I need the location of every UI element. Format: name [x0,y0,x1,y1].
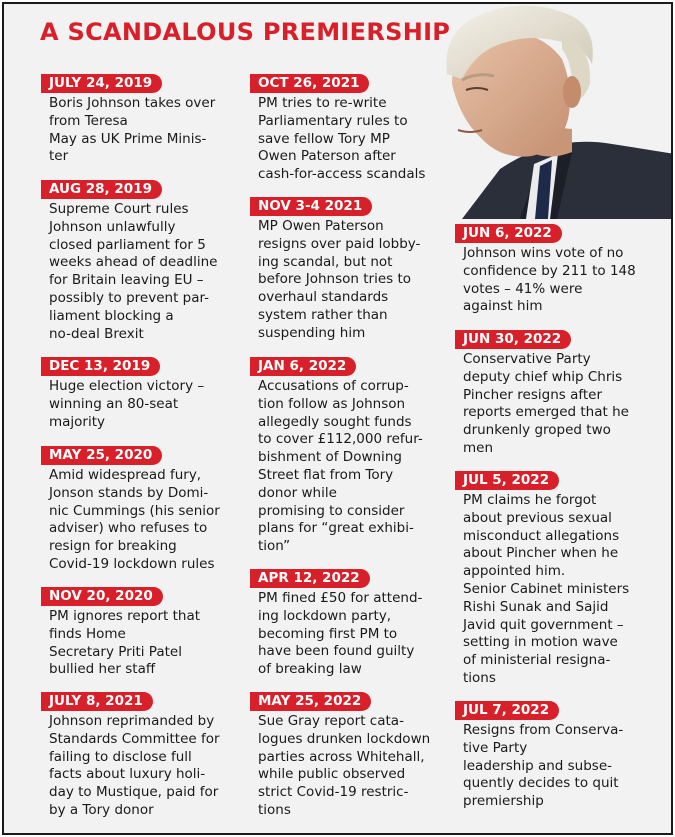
infographic-frame [2,2,673,835]
timeline-entry [455,701,623,811]
timeline-entry [250,74,425,184]
timeline-entry [455,330,629,458]
timeline-entry [250,197,420,343]
entry-date: APR 12, 2022 [250,569,370,588]
entry-text: PM claims he forgot about previous sexual misconduct allegations about Pincher when he appointed him. Senior Cabinet ministers Rishi Sunak and Sajid Javid quit government – setting in motion wave of ministerial resigna- tions [463,492,630,686]
entry-date: JUL 7, 2022 [455,701,559,720]
entry-text: Conservative Party deputy chief whip Chris Pincher resigns after reports emerged that he drunkenly groped two men [463,351,629,456]
entry-text: Sue Gray report cata- logues drunken lockdown parties across Whitehall, while public observed strict Covid-19 restric- tions [258,713,431,818]
entry-date: JUL 5, 2022 [455,471,559,490]
timeline-entry [250,692,430,820]
timeline-entry [455,471,629,688]
page-title: A SCANDALOUS PREMIERSHIP [40,18,451,46]
timeline-entry [41,446,220,574]
entry-date: OCT 26, 2021 [250,74,369,93]
timeline-entry [41,74,215,166]
entry-date: JUN 6, 2022 [455,224,562,243]
entry-text: Supreme Court rules Johnson unlawfully closed parliament for 5 weeks ahead of deadline for Britain leaving EU – possibly to prevent par- liament blocking a no-deal Brexit [49,201,218,342]
entry-date: NOV 20, 2020 [41,587,163,606]
entry-text: Johnson reprimanded by Standards Committee for failing to disclose full facts about luxury holi- day to Mustique, paid for by a Tory donor [49,713,220,818]
timeline-entry [41,357,204,431]
timeline-entry [250,357,423,556]
entry-date: JAN 6, 2022 [250,357,356,376]
entry-text: Huge election victory – winning an 80-seat majority [49,378,205,430]
entry-date: AUG 28, 2019 [41,180,162,199]
entry-text: Amid widespread fury, Jonson stands by Domi- nic Cummings (his senior adviser) who refuses to resign for breaking Covid-19 lockdown rules [49,467,220,572]
entry-text: PM tries to re-write Parliamentary rules to save fellow Tory MP Owen Paterson after cash-for-access scandals [258,95,426,183]
portrait-photo [422,4,673,219]
timeline-entry [250,569,422,679]
entry-date: MAY 25, 2020 [41,446,162,465]
entry-text: Accusations of corrup- tion follow as Johnson allegedly sought funds to cover £112,000 refur- bishment of Downing Street flat from Tory donor while promising to consider plans for “great exhibi- tion” [258,378,423,555]
entry-text: Boris Johnson takes over from Teresa May as UK Prime Minis- ter [49,95,216,165]
timeline-entry [455,224,636,316]
timeline-entry [41,587,200,679]
entry-date: MAY 25, 2022 [250,692,371,711]
timeline-entry [41,692,220,820]
entry-date: NOV 3-4 2021 [250,197,372,216]
timeline-entry [41,180,217,343]
entry-text: Resigns from Conserva- tive Party leadership and subse- quently decides to quit premiership [463,722,624,810]
entry-date: JULY 24, 2019 [41,74,162,93]
entry-text: PM fined £50 for attend- ing lockdown party, becoming first PM to have been found guilty of breaking law [258,590,423,678]
entry-text: MP Owen Paterson resigns over paid lobby- ing scandal, but not before Johnson tries to overhaul standards system rather than suspending him [258,218,421,341]
entry-text: PM ignores report that finds Home Secretary Priti Patel bullied her staff [49,608,201,678]
entry-text: Johnson wins vote of no confidence by 211 to 148 votes – 41% were against him [463,245,636,315]
entry-date: JUN 30, 2022 [455,330,571,349]
entry-date: DEC 13, 2019 [41,357,160,376]
entry-date: JULY 8, 2021 [41,692,153,711]
